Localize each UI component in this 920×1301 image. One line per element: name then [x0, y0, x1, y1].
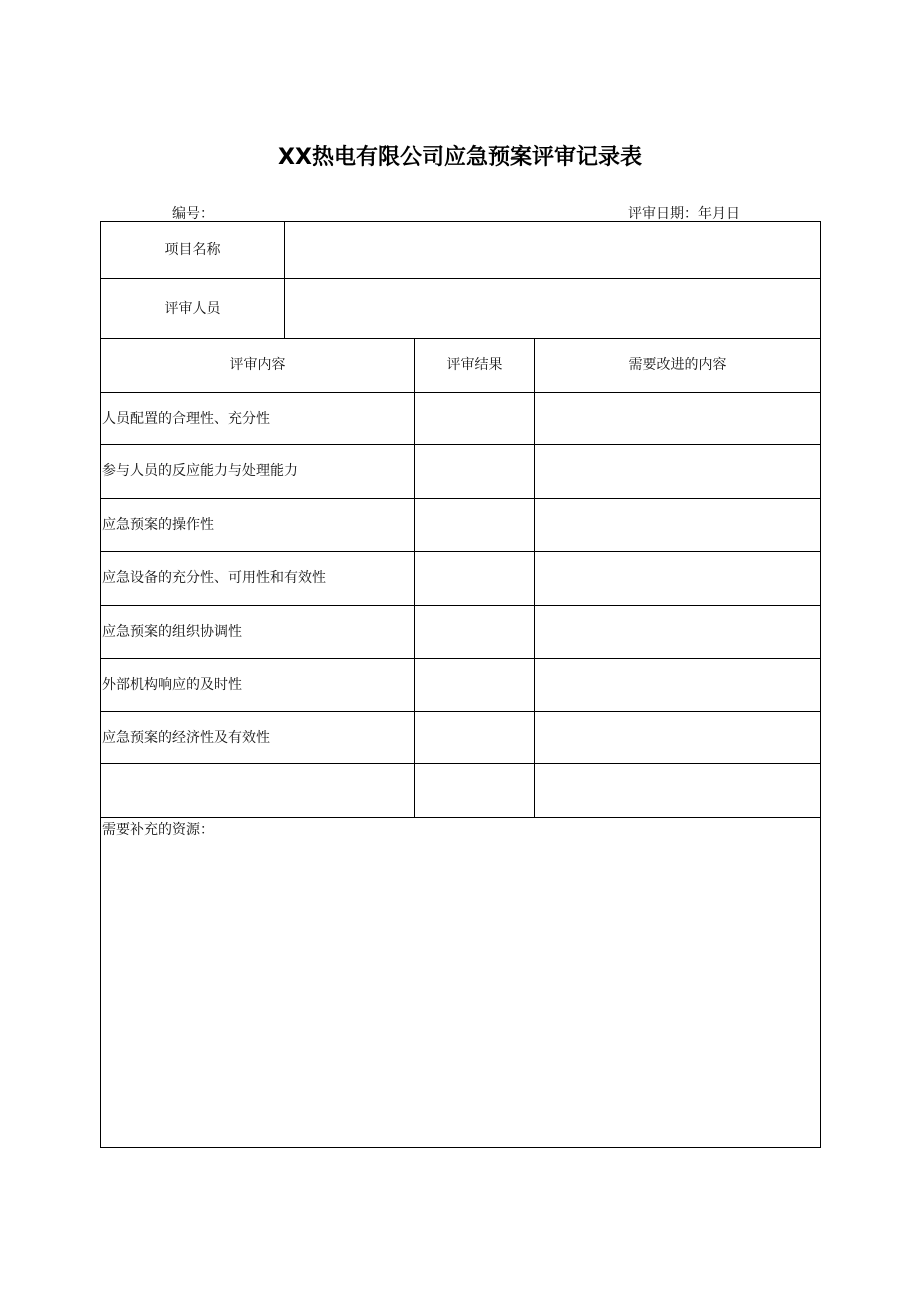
row-divider: [101, 711, 820, 712]
review-date-label: 评审日期：年月日: [628, 206, 740, 222]
table-row-content: 应急设备的充分性、可用性和有效性: [102, 570, 326, 586]
row-divider: [101, 817, 820, 818]
table-row-content: 外部机构响应的及时性: [102, 677, 242, 693]
table-row-content: 参与人员的反应能力与处理能力: [102, 463, 298, 479]
row-divider: [101, 278, 820, 279]
table-row-content: 应急预案的操作性: [102, 517, 214, 533]
table-row-content: 应急预案的经济性及有效性: [102, 730, 270, 746]
row-divider: [101, 605, 820, 606]
row-divider: [101, 551, 820, 552]
review-record-form: [100, 221, 821, 1148]
reviewers-label: 评审人员: [164, 301, 221, 317]
column-divider: [284, 222, 285, 338]
project-name-label: 项目名称: [164, 242, 221, 258]
row-divider: [101, 658, 820, 659]
row-divider: [101, 763, 820, 764]
row-divider: [101, 498, 820, 499]
column-header-review-result: 评审结果: [446, 357, 503, 373]
row-divider: [101, 392, 820, 393]
table-row-content: 人员配置的合理性、充分性: [102, 411, 270, 427]
resources-label: 需要补充的资源：: [102, 822, 214, 838]
column-divider: [414, 338, 415, 817]
column-header-improvement: 需要改进的内容: [628, 357, 727, 373]
table-row-content: 应急预案的组织协调性: [102, 624, 242, 640]
row-divider: [101, 338, 820, 339]
number-label: 编号：: [172, 206, 214, 222]
column-divider: [534, 338, 535, 817]
document-title: XX热电有限公司应急预案评审记录表: [278, 145, 642, 170]
row-divider: [101, 444, 820, 445]
column-header-review-content: 评审内容: [229, 357, 286, 373]
